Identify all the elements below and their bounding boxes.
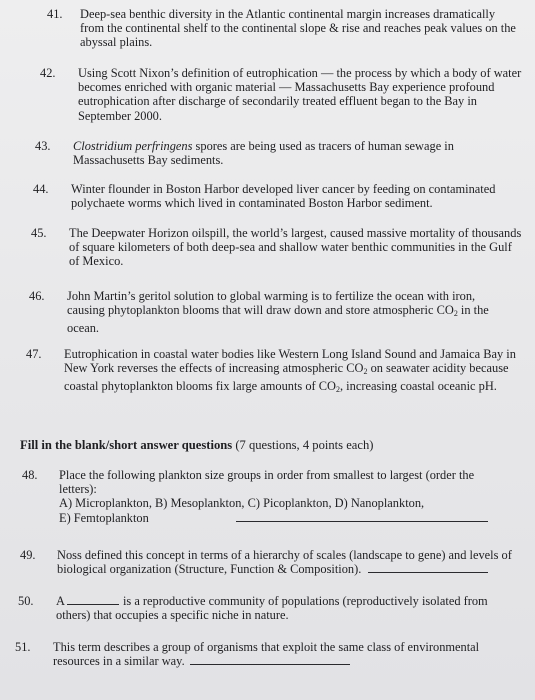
- question-text: This term describes a group of organisms that exploit the same class of environmental resources in a similar way.: [53, 640, 480, 669]
- answer-blank[interactable]: [236, 511, 488, 522]
- question-number: 46.: [29, 289, 45, 303]
- question-number: 47.: [26, 347, 42, 361]
- question-number: 45.: [31, 226, 47, 240]
- answer-blank[interactable]: [67, 594, 119, 605]
- question-number: 42.: [40, 66, 56, 80]
- section-title: Fill in the blank/short answer questions: [20, 438, 233, 452]
- section-subtitle: (7 questions, 4 points each): [232, 438, 374, 452]
- question-text: Deep-sea benthic diversity in the Atlantic continental margin increases dramatically from the continental shelf to the continental slope & rise and reaches peak values on the abyssal plains.: [80, 7, 516, 50]
- question-number: 48.: [22, 468, 38, 482]
- question-text: The Deepwater Horizon oilspill, the world’s largest, caused massive mortality of thousands of square kilometers of both deep-sea and shallow water benthic communities in the Gulf of Mexico.: [69, 226, 522, 269]
- question-text: Eutrophication in coastal water bodies like Western Long Island Sound and Jamaica Bay in New York reverses the effects of increasing atmospheric $CO_2$ on seawater acidity because coastal phytoplankton blooms fix large amounts of $CO_2$, increasing coastal oceanic pH.: [64, 347, 516, 395]
- question-text: Winter flounder in Boston Harbor developed liver cancer by feeding on contaminated polychaete worms which lived in contaminated Boston Harbor sediment.: [71, 182, 496, 211]
- question-text: Clostridium perfringens spores are being used as tracers of human sewage in Massachusetts Bay sediments.: [73, 139, 454, 168]
- question-number: 49.: [20, 548, 36, 562]
- section-heading: [20, 438, 373, 453]
- question-number: 44.: [33, 182, 49, 196]
- question-number: 41.: [47, 7, 63, 21]
- answer-blank[interactable]: [368, 562, 488, 573]
- question-text: John Martin’s geritol solution to global warming is to fertilize the ocean with iron, causing phytoplankton blooms that will draw down and store atmospheric $CO_2$ in the ocean.: [67, 289, 489, 336]
- answer-blank[interactable]: [190, 654, 350, 665]
- question-text: Using Scott Nixon’s definition of eutrophication — the process by which a body of water becomes enriched with organic material — Massachusetts Bay experience profound eutrophication after discharge of secondarily treated effluent began to the Bay in September 2000.: [78, 66, 522, 123]
- question-text: Noss defined this concept in terms of a hierarchy of scales (landscape to gene) and levels of biological organization (Structure, Function & Composition).: [57, 548, 512, 577]
- question-number: 51.: [15, 640, 31, 654]
- question-number: 43.: [35, 139, 51, 153]
- question-text: Place the following plankton size groups in order from smallest to largest (order the letters): A) Microplankton, B) Mesoplankton, C) Picoplankton, D) Nanoplankton, E) Femtoplankton: [59, 468, 499, 525]
- italic-species-name: Clostridium perfringens: [73, 139, 193, 153]
- question-number: 50.: [18, 594, 34, 608]
- question-text: A is a reproductive community of populations (reproductively isolated from others) that occupies a specific niche in nature.: [56, 594, 488, 623]
